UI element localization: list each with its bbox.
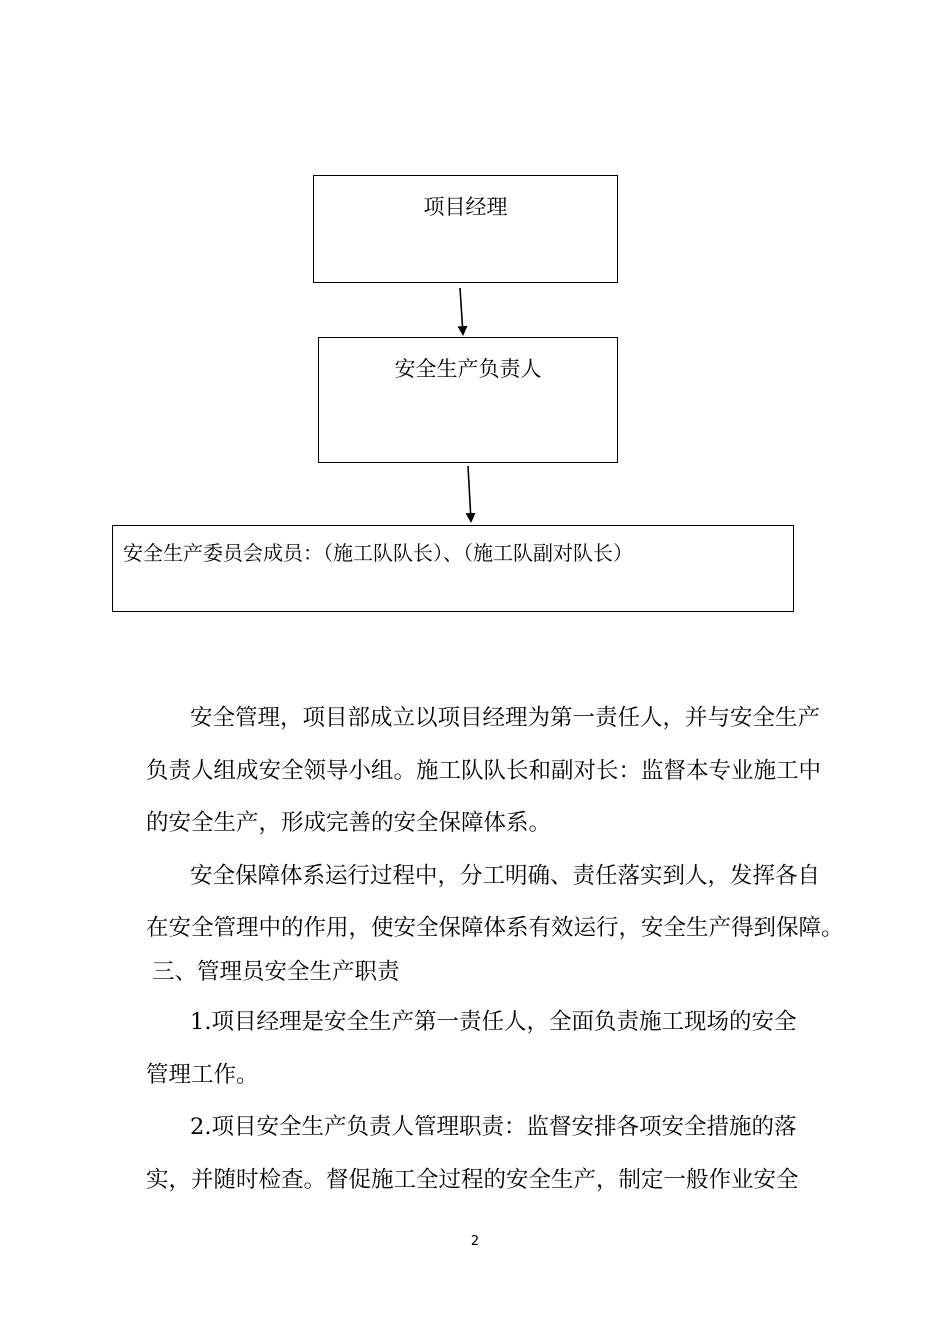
org-box-project-manager bbox=[313, 175, 618, 283]
list-item-line: 实，并随时检查。督促施工全过程的安全生产，制定一般作业安全 bbox=[146, 1166, 799, 1193]
org-box-safety-lead bbox=[318, 337, 618, 463]
list-item-line: 管理工作。 bbox=[146, 1061, 259, 1088]
paragraph-line: 在安全管理中的作用，使安全保障体系有效运行，安全生产得到保障。 bbox=[146, 915, 844, 941]
list-item-line: 2.项目安全生产负责人管理职责：监督安排各项安全措施的落 bbox=[190, 1114, 797, 1140]
org-box-label: 安全生产负责人 bbox=[394, 357, 542, 381]
paragraph-line: 安全保障体系运行过程中，分工明确、责任落实到人，发挥各自 bbox=[190, 862, 821, 889]
org-box-label: 项目经理 bbox=[423, 195, 508, 219]
page-number: 2 bbox=[470, 1234, 480, 1249]
body-text bbox=[146, 692, 844, 955]
list-item-line: 1.项目经理是安全生产第一责任人，全面负责施工现场的安全 bbox=[190, 1009, 797, 1035]
paragraph-line: 安全管理，项目部成立以项目经理为第一责任人，并与安全生产 bbox=[190, 705, 821, 731]
org-box-safety-committee bbox=[112, 525, 794, 612]
paragraph-line: 负责人组成安全领导小组。施工队队长和副对长：监督本专业施工中 bbox=[146, 757, 822, 784]
section-heading: 三、管理员安全生产职责 bbox=[152, 959, 400, 985]
org-box-label: 安全生产委员会成员：（施工队队长）、（施工队副对队长） bbox=[123, 541, 633, 565]
paragraph-line: 的安全生产，形成完善的安全保障体系。 bbox=[146, 810, 552, 836]
arrow-down-icon bbox=[460, 288, 463, 334]
duty-list bbox=[146, 996, 826, 1206]
arrow-down-icon bbox=[468, 466, 471, 521]
